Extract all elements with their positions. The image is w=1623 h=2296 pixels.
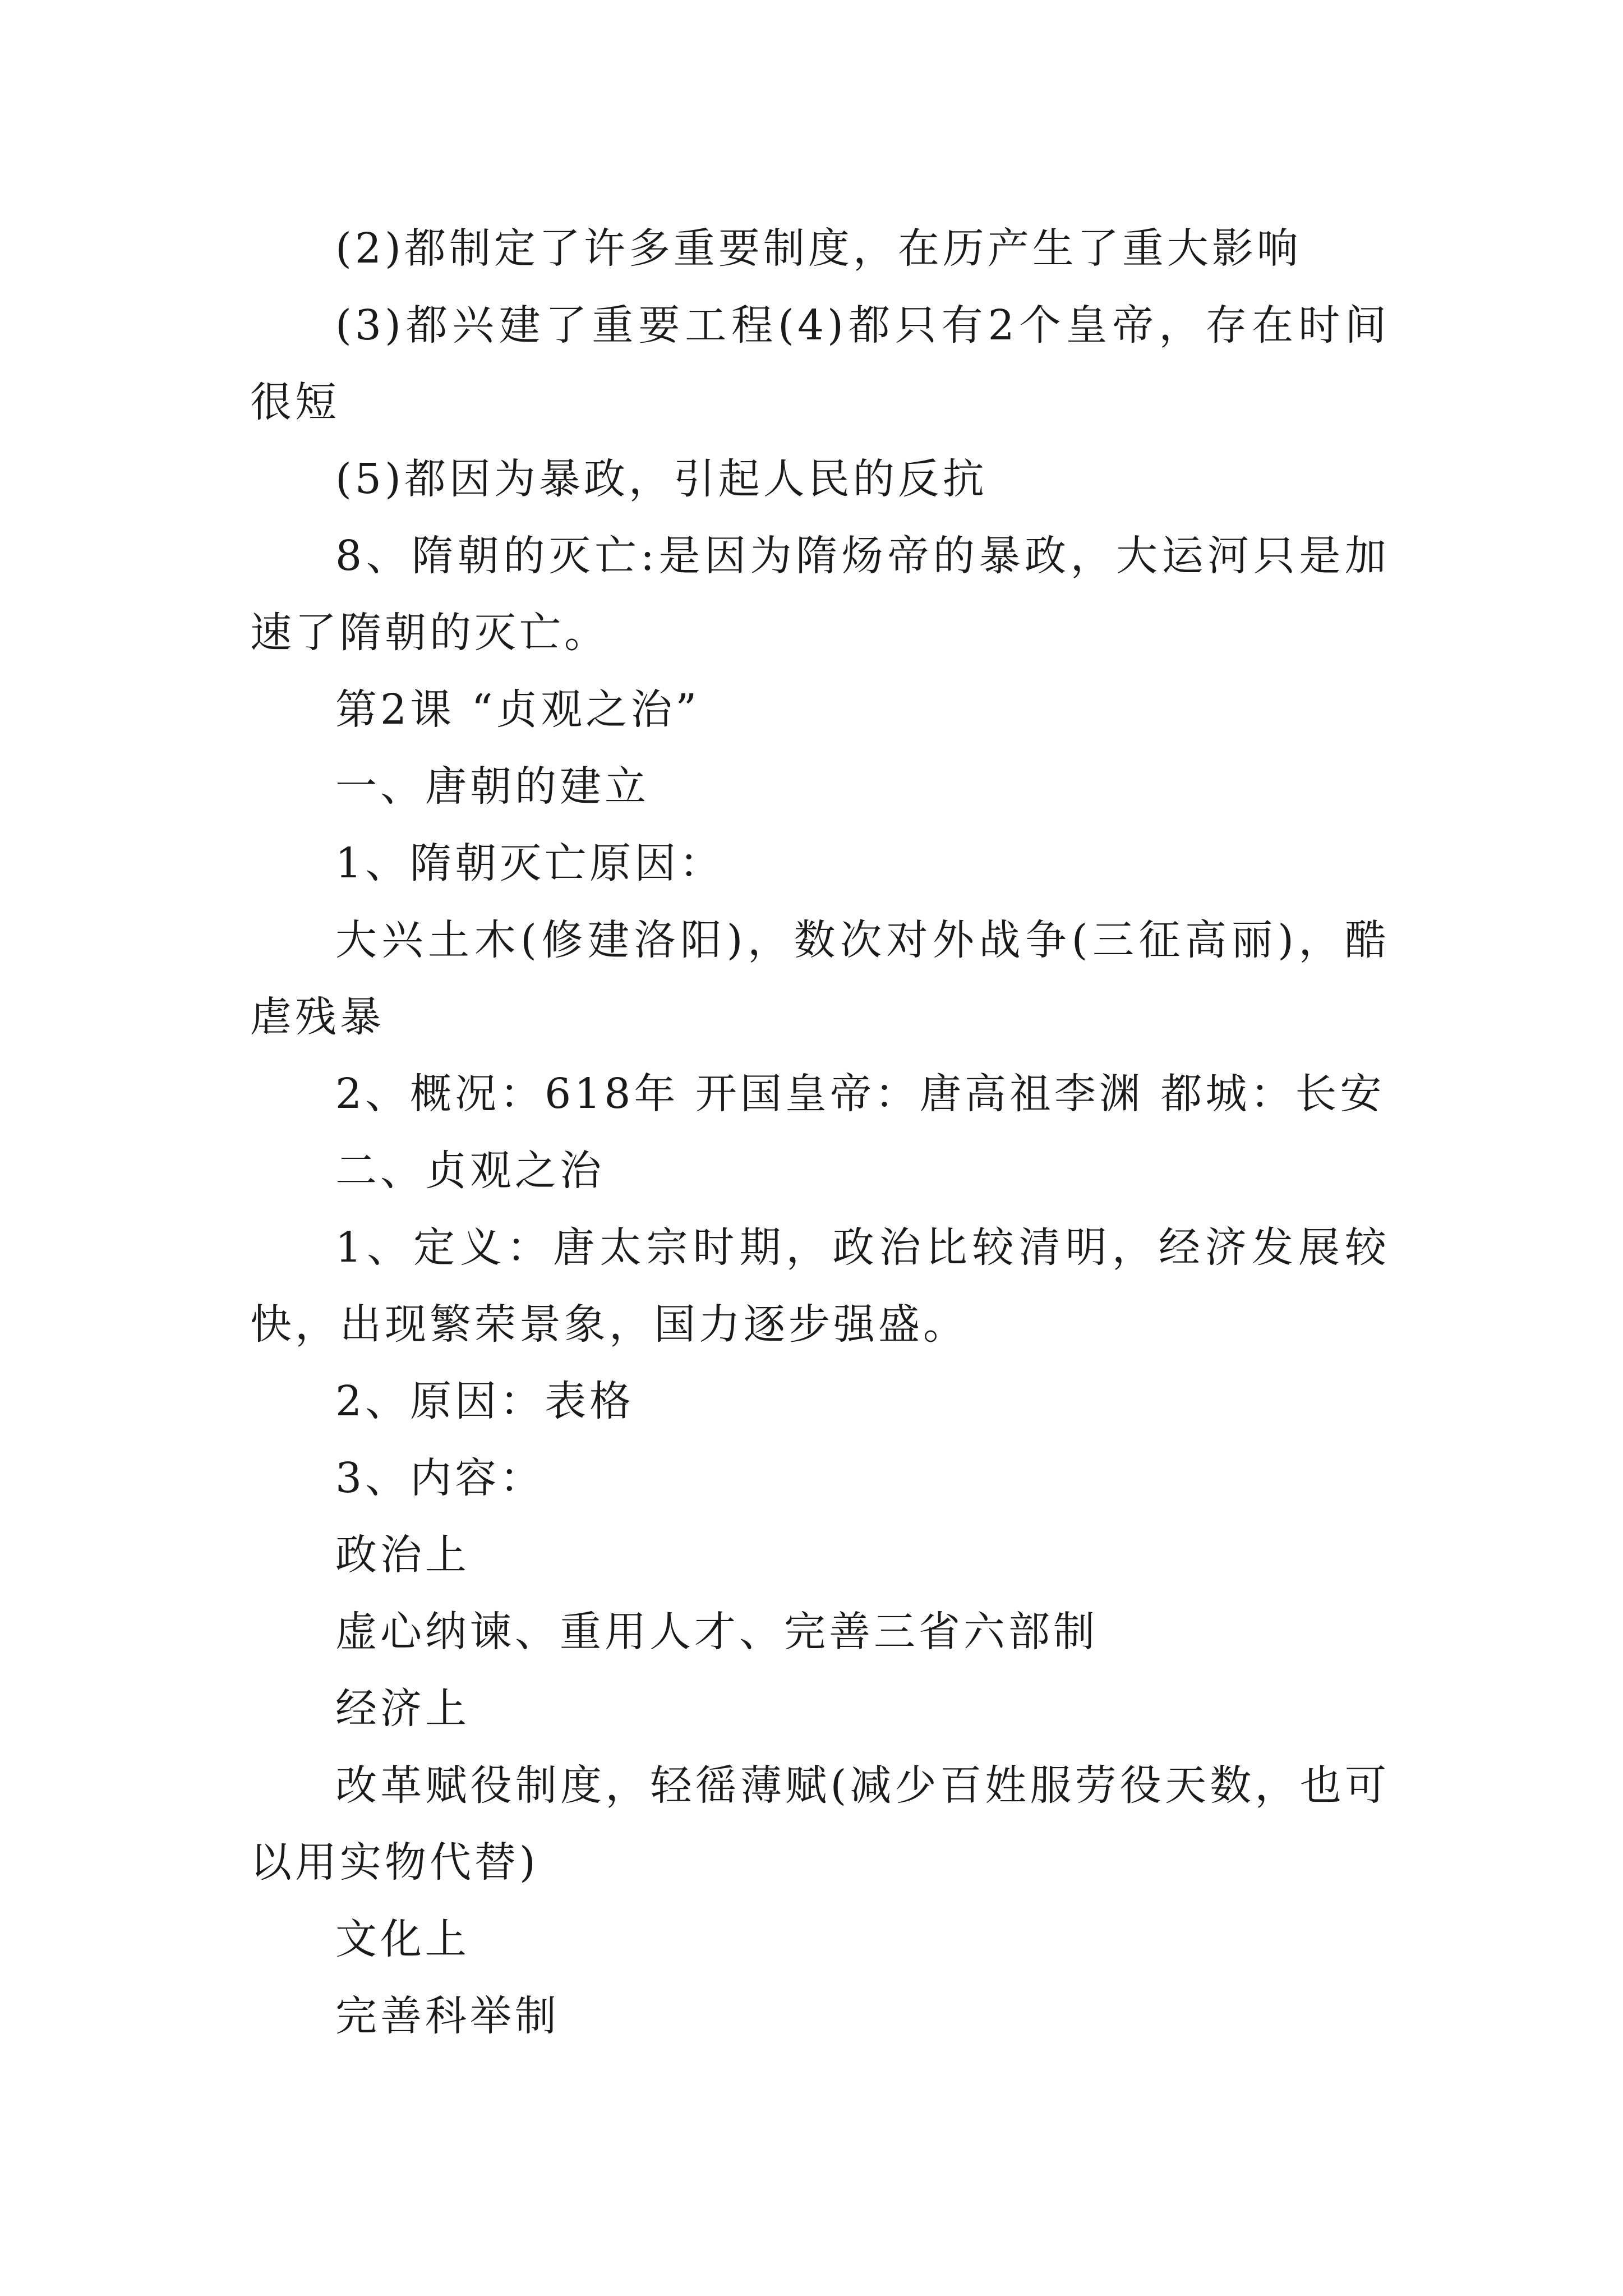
paragraph-system-influence: (2)都制定了许多重要制度，在历产生了重大影响	[335, 224, 1302, 273]
paragraph-sui-fall-reasons-label: 1、隋朝灭亡原因：	[335, 839, 725, 887]
paragraph-tyranny: (5)都因为暴政，引起人民的反抗	[335, 455, 988, 503]
paragraph-reasons: 2、原因：表格	[335, 1377, 635, 1425]
paragraph-content-label: 3、内容：	[335, 1454, 545, 1502]
paragraph-sui-fall: 8、隋朝的灭亡:是因为隋炀帝的暴政，大运河只是加速了隋朝的灭亡。	[250, 532, 1390, 657]
paragraph-sui-fall-reasons: 大兴土木(修建洛阳)，数次对外战争(三征高丽)，酷虐残暴	[250, 916, 1390, 1041]
paragraph-culture-label: 文化上	[335, 1915, 470, 1963]
document-body	[250, 210, 1390, 2055]
paragraph-projects-emperors: (3)都兴建了重要工程(4)都只有2个皇帝，存在时间很短	[250, 301, 1390, 426]
lesson-heading: 第2课 “贞观之治”	[335, 685, 700, 734]
section-heading-zhenguan: 二、贞观之治	[335, 1147, 605, 1195]
paragraph-tang-overview: 2、概况：618年 开国皇帝：唐高祖李渊 都城：长安	[335, 1070, 1385, 1118]
paragraph-politics: 虚心纳谏、重用人才、完善三省六部制	[335, 1608, 1098, 1656]
paragraph-definition: 1、定义：唐太宗时期，政治比较清明，经济发展较快，出现繁荣景象，国力逐步强盛。	[250, 1223, 1390, 1349]
section-heading-tang-founding: 一、唐朝的建立	[335, 762, 649, 811]
paragraph-economy: 改革赋役制度，轻徭薄赋(减少百姓服劳役天数，也可以用实物代替)	[250, 1761, 1390, 1887]
paragraph-politics-label: 政治上	[335, 1531, 470, 1579]
paragraph-culture: 完善科举制	[335, 1992, 560, 2040]
paragraph-economy-label: 经济上	[335, 1685, 470, 1733]
